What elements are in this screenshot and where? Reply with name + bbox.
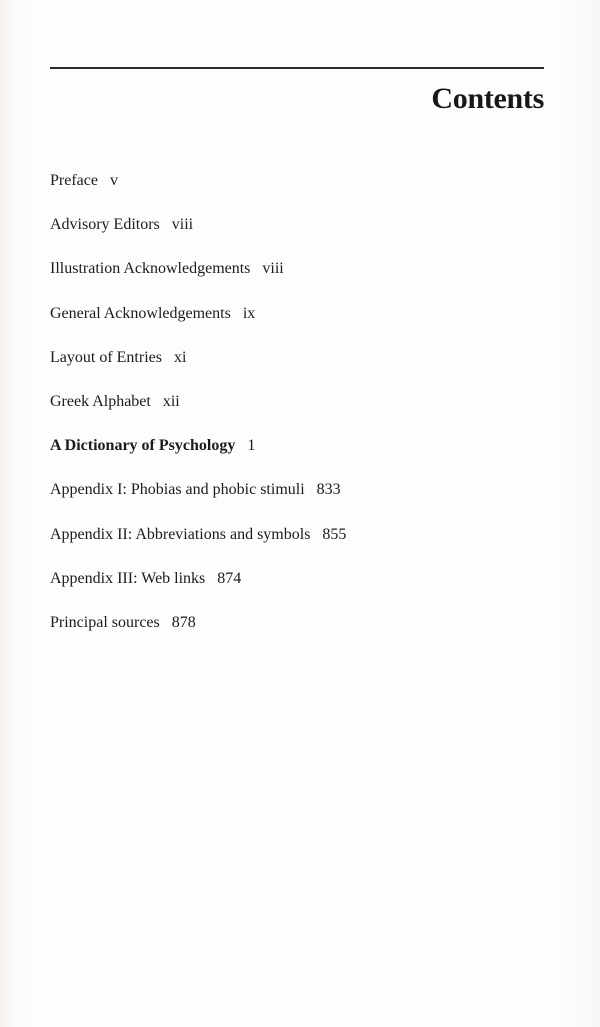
toc-entry-title: Appendix II: Abbreviations and symbols	[50, 525, 311, 543]
toc-entry-page: ix	[242, 304, 256, 322]
toc-entry-title: A Dictionary of Psychology	[50, 437, 236, 455]
toc-entry-page: xi	[173, 348, 187, 366]
toc-entry-page: 878	[171, 613, 196, 631]
toc-entry-page: viii	[171, 216, 194, 234]
toc-entry-title: Layout of Entries	[50, 348, 162, 366]
toc-entry-preface	[50, 170, 346, 214]
toc-entry-appendix-1	[50, 479, 346, 523]
toc-entry-advisory-editors	[50, 214, 346, 258]
toc-entry-greek-alphabet	[50, 391, 346, 435]
toc-entry-title: Greek Alphabet	[50, 392, 151, 410]
toc-entry-title: Appendix I: Phobias and phobic stimuli	[50, 481, 305, 499]
toc-entry-title: Illustration Acknowledgements	[50, 260, 251, 278]
toc-entry-page: xii	[162, 392, 180, 410]
toc-entry-page: 833	[316, 481, 341, 499]
toc-entry-layout-of-entries	[50, 347, 346, 391]
page-title: Contents	[431, 82, 544, 115]
toc-entry-page: viii	[262, 260, 284, 278]
toc-entry-page: 1	[247, 437, 256, 455]
toc-entry-page: 874	[217, 569, 242, 587]
header-rule	[50, 67, 544, 69]
toc-entry-title: General Acknowledgements	[50, 304, 231, 322]
toc-entry-general-acknowledgements	[50, 303, 346, 347]
toc-entry-title: Appendix III: Web links	[50, 569, 206, 587]
toc-entry-appendix-2	[50, 524, 346, 568]
toc-entry-title: Preface	[50, 172, 98, 189]
toc-entry-title: Principal sources	[50, 613, 160, 631]
toc-entry-page: 855	[322, 525, 347, 543]
toc-entry-illustration-acknowledgements	[50, 258, 346, 302]
toc-entry-appendix-3	[50, 568, 346, 612]
toc-entry-dictionary	[50, 435, 346, 479]
table-of-contents	[50, 170, 346, 656]
toc-entry-page: v	[109, 172, 118, 189]
toc-entry-principal-sources	[50, 612, 346, 656]
toc-entry-title: Advisory Editors	[50, 216, 160, 234]
